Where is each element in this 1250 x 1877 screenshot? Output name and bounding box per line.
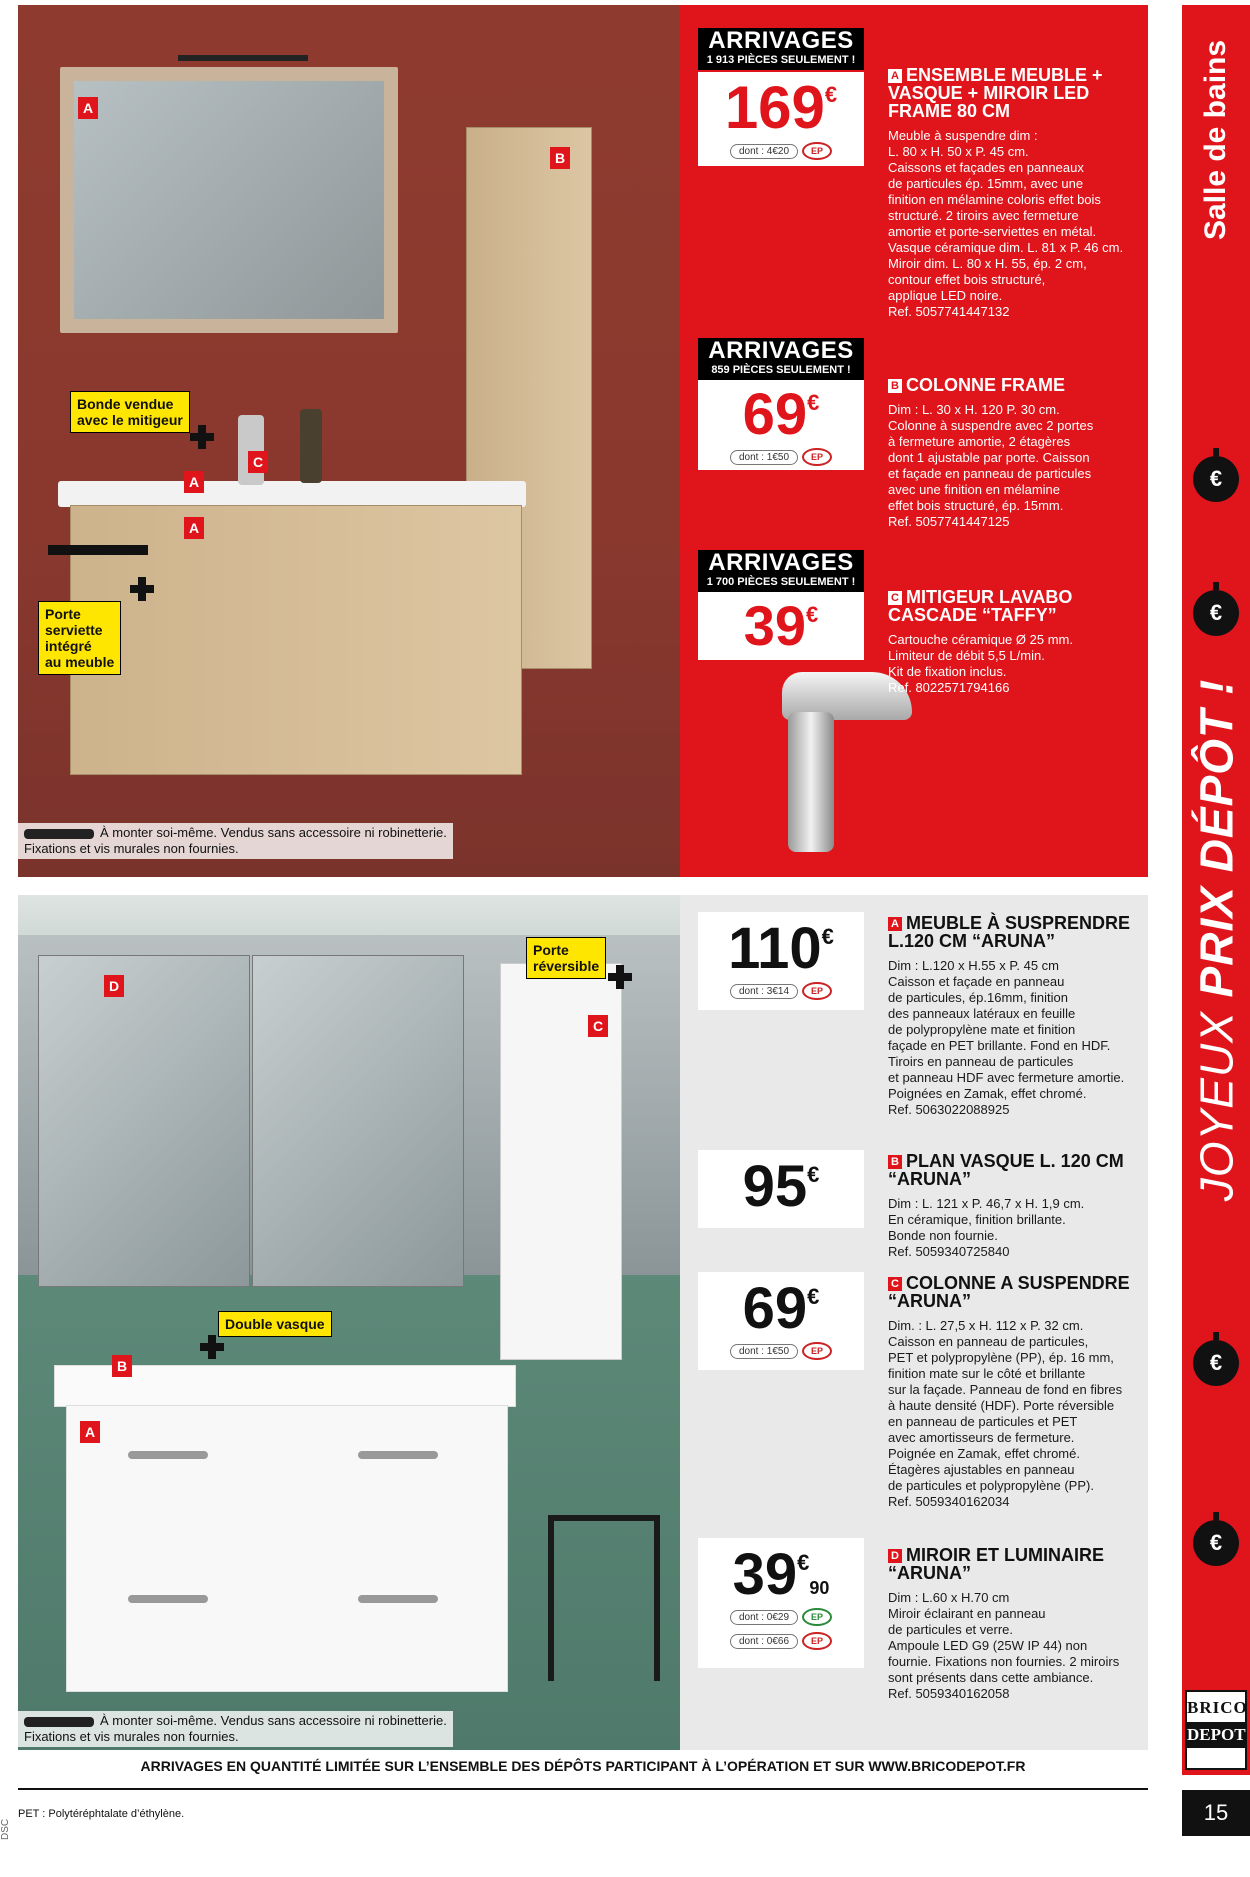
label-a-basin: A (184, 471, 204, 493)
currency: € (807, 1162, 820, 1187)
price-box (698, 592, 864, 660)
side-code: DSC (0, 1818, 11, 1840)
arrivages-badge (698, 28, 864, 70)
price (698, 916, 864, 981)
mirror-glass (74, 81, 384, 319)
arrivages-badge (698, 338, 864, 380)
currency: € (806, 602, 819, 627)
assembly-notice (18, 823, 453, 859)
mirror-left (38, 955, 250, 1287)
eco-participation (730, 142, 832, 160)
ornament-euro-icon: € (1193, 1520, 1239, 1566)
callout-porte-reversible: Porte réversible (526, 937, 606, 979)
product-title (888, 1274, 1148, 1310)
price-box (698, 1150, 864, 1228)
price (698, 382, 864, 447)
slogan (1182, 660, 1250, 1220)
arrivages-label: ARRIVAGES (708, 27, 854, 54)
plus-icon (130, 577, 154, 601)
label-b-column: B (550, 147, 570, 169)
price-value: 39 (743, 594, 807, 657)
price-value: 69 (742, 1276, 808, 1341)
brico-depot-logo (1185, 1690, 1247, 1770)
ep-logo-icon: EP (802, 982, 832, 1000)
currency: € (821, 924, 834, 949)
product-description: Dim. : L. 27,5 x H. 112 x P. 32 cm. Caisson en panneau de particules, PET et polypropylène (PP), ép. 16 mm, finition mate sur le côté et brillante sur la façade. Panneau de fond en fibres à haute densité (HDF). Porte réversible en panneau de particules et PET avec amortisseurs de fermeture. Poignée en Zamak, effet chromé. Étagères ajustables en panneau de particules et polypropylène (PP). Ref. 5059340162034 (888, 1318, 1123, 1509)
logo-line-2: DEPOT (1187, 1722, 1245, 1748)
arrivages-badge (698, 550, 864, 592)
product-tag: B (888, 379, 902, 393)
price-cents: 90 (809, 1578, 830, 1598)
price-value: 169 (724, 74, 825, 141)
product-tag: C (888, 1277, 902, 1291)
currency: € (824, 82, 838, 107)
price-value: 95 (742, 1154, 808, 1219)
pieces-count: 859 PIÈCES SEULEMENT ! (711, 364, 851, 376)
footnote: PET : Polytéréphtalate d’éthylène. (18, 1808, 185, 1820)
eco-participation (730, 1608, 832, 1626)
eco-amount: dont : 1€50 (730, 450, 798, 465)
vanity-cabinet-white (66, 1405, 508, 1692)
currency: € (807, 1284, 820, 1309)
product-title (888, 914, 1148, 950)
drawer-handle (128, 1595, 208, 1603)
ornament-euro-icon: € (1193, 590, 1239, 636)
price (698, 1154, 864, 1219)
price-box (698, 380, 864, 470)
eco-amount: dont : 4€20 (730, 144, 798, 159)
footer-divider (18, 1788, 1148, 1790)
assembly-notice (18, 1711, 453, 1747)
ep-logo-icon: EP (802, 448, 832, 466)
product-title-text: ENSEMBLE MEUBLE + VASQUE + MIROIR LED FRAME 80 CM (888, 65, 1103, 121)
vanity-basin (58, 481, 526, 507)
product-a-info (888, 66, 1138, 320)
pieces-count: 1 700 PIÈCES SEULEMENT ! (706, 576, 856, 588)
notice-line-2: Fixations et vis murales non fournies. (24, 1729, 239, 1744)
notice-line-2: Fixations et vis murales non fournies. (24, 841, 239, 856)
ep-logo-icon: EP (802, 1342, 832, 1360)
product-title-text: MITIGEUR LAVABO CASCADE “TAFFY” (888, 587, 1073, 625)
product-title (888, 1152, 1148, 1188)
drawer-handle (358, 1595, 438, 1603)
product-description: Dim : L. 30 x H. 120 P. 30 cm. Colonne à suspendre avec 2 portes à fermeture amortie, 2 étagères dont 1 ajustable par porte. Caisson et façade en panneau de particules avec une finition en mélamine effet bois structuré, ép. 15mm. Ref. 5057741447125 (888, 402, 1094, 529)
price-box (698, 912, 864, 1010)
logo-line-1: BRICO (1187, 1698, 1248, 1717)
eco-participation (730, 1342, 832, 1360)
bottom-product-photo (18, 895, 680, 1750)
price-box (698, 1272, 864, 1370)
product-title-text: MEUBLE À SUSPRENDRE L.120 CM “ARUNA” (888, 913, 1131, 951)
currency: € (807, 390, 820, 415)
product-b-info (888, 1152, 1148, 1260)
section-title (1182, 30, 1250, 250)
soap-bottle (300, 409, 322, 483)
plus-icon (200, 1335, 224, 1359)
product-a-info (888, 914, 1148, 1118)
product-title (888, 66, 1138, 120)
product-tag: C (888, 591, 902, 605)
callout-bonde: Bonde vendue avec le mitigeur (70, 391, 190, 433)
faucet-product-image (772, 672, 912, 862)
price-value: 69 (742, 382, 808, 447)
eco-participation (730, 1632, 832, 1650)
callout-double-vasque: Double vasque (218, 1311, 332, 1337)
drawer-handle (358, 1451, 438, 1459)
eco-amount: dont : 0€66 (730, 1634, 798, 1649)
mirror-frame (60, 67, 398, 333)
product-tag: B (888, 1155, 902, 1169)
notice-line-1: À monter soi-même. Vendus sans accessoire ni robinetterie. (100, 1713, 447, 1728)
top-product-photo (18, 5, 680, 877)
stool (548, 1515, 660, 1681)
product-description: Dim : L.120 x H.55 x P. 45 cm Caisson et façade en panneau de particules, ép.16mm, finition des panneaux latéraux en feuille de polypropylène mate et finition façade en PET brillante. Fond en HDF. Tiroirs en panneau de particules et panneau HDF avec fermeture amortie. Poignées en Zamak, effet chromé. Ref. 5063022088925 (888, 958, 1125, 1117)
plus-icon (608, 965, 632, 989)
arrivages-disclaimer: ARRIVAGES EN QUANTITÉ LIMITÉE SUR L’ENSEMBLE DES DÉPÔTS PARTICIPANT À L’OPÉRATION ET SUR WWW.BRICODEPOT.FR (140, 1758, 1026, 1774)
product-title (888, 588, 1138, 624)
ep-logo-icon: EP (802, 142, 832, 160)
product-tag: A (888, 917, 902, 931)
product-title-text: PLAN VASQUE L. 120 CM “ARUNA” (888, 1151, 1124, 1189)
eco-amount: dont : 3€14 (730, 984, 798, 999)
price (698, 1276, 864, 1341)
eco-amount: dont : 1€50 (730, 1344, 798, 1359)
ep-logo-icon: EP (802, 1632, 832, 1650)
eco-amount: dont : 0€29 (730, 1610, 798, 1625)
price (698, 594, 864, 657)
currency: € (797, 1550, 810, 1575)
price-value: 110 (728, 916, 822, 981)
ornament-euro-icon: € (1193, 1340, 1239, 1386)
faucet-body (788, 712, 834, 852)
product-tag: A (888, 69, 902, 83)
product-title-text: MIROIR ET LUMINAIRE “ARUNA” (888, 1545, 1104, 1583)
product-title-text: COLONNE FRAME (906, 375, 1065, 395)
label-a-cabinet: A (80, 1421, 100, 1443)
label-b-basin: B (112, 1355, 132, 1377)
notice-line-1: À monter soi-même. Vendus sans accessoire ni robinetterie. (100, 825, 447, 840)
slogan-thin: JOYEUX (1190, 1011, 1243, 1202)
ornament-euro-icon: € (1193, 456, 1239, 502)
product-description: Dim : L. 121 x P. 46,7 x H. 1,9 cm. En céramique, finition brillante. Bonde non fournie. Ref. 5059340725840 (888, 1196, 1085, 1259)
price-box (698, 72, 864, 166)
section-title-text: Salle de bains (1199, 39, 1232, 241)
arrivages-label: ARRIVAGES (708, 549, 854, 576)
label-a-cabinet: A (184, 517, 204, 539)
product-description: Meuble à suspendre dim : L. 80 x H. 50 x P. 45 cm. Caissons et façades en panneaux de particules ép. 15mm, avec une finition en mélamine coloris effet bois structuré. 2 tiroirs avec fermeture amortie et porte-serviettes en métal. Vasque céramique dim. L. 81 x P. 46 cm. Miroir dim. L. 80 x H. 55, ép. 2 cm, contour effet bois structuré, applique LED noire. Ref. 5057741447132 (888, 128, 1124, 319)
price (698, 74, 864, 141)
product-d-info (888, 1546, 1148, 1702)
label-c-faucet: C (248, 451, 268, 473)
screwdriver-icon (24, 1717, 94, 1727)
label-c-column: C (588, 1015, 608, 1037)
product-b-info (888, 376, 1138, 530)
ep-logo-icon: EP (802, 1608, 832, 1626)
product-title-text: COLONNE A SUSPENDRE “ARUNA” (888, 1273, 1130, 1311)
eco-participation (730, 448, 832, 466)
product-tag: D (888, 1549, 902, 1563)
page-number: 15 (1182, 1790, 1250, 1836)
slogan-bold: PRIX DÉPÔT ! (1190, 678, 1243, 998)
mirror-right (252, 955, 464, 1287)
faucet (238, 415, 264, 485)
product-title (888, 376, 1138, 394)
eco-participation (730, 982, 832, 1000)
screwdriver-icon (24, 829, 94, 839)
label-a-mirror: A (78, 97, 98, 119)
arrivages-label: ARRIVAGES (708, 337, 854, 364)
callout-porte-serviette: Porte serviette intégré au meuble (38, 601, 121, 675)
towel-bar (48, 545, 148, 555)
pieces-count: 1 913 PIÈCES SEULEMENT ! (706, 54, 856, 66)
product-description: Dim : L.60 x H.70 cm Miroir éclairant en panneau de particules et verre. Ampoule LED G9 (25W IP 44) non fournie. Fixations non fournies. 2 miroirs sont présents dans cette ambiance. Ref. 5059340162058 (888, 1590, 1120, 1701)
price-box (698, 1538, 864, 1668)
label-d-mirror: D (104, 975, 124, 997)
product-c-info (888, 1274, 1148, 1510)
drawer-handle (128, 1451, 208, 1459)
product-title (888, 1546, 1148, 1582)
price-value: 39 (732, 1542, 798, 1607)
product-c-info (888, 588, 1138, 696)
product-description: Cartouche céramique Ø 25 mm. Limiteur de débit 5,5 L/min. Kit de fixation inclus. Ref. 8022571794166 (888, 632, 1073, 695)
plus-icon (190, 425, 214, 449)
price (698, 1542, 864, 1607)
led-applique (178, 55, 308, 61)
